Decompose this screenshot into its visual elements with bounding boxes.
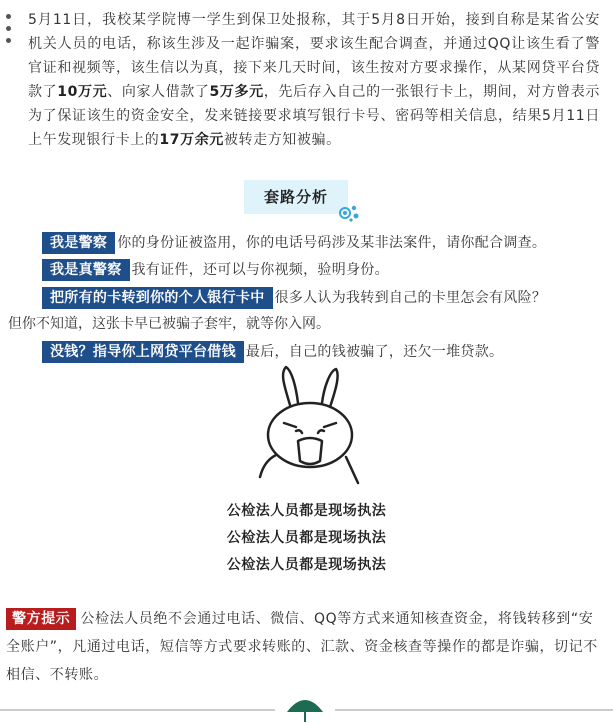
warning-line-1: 公检法人员都是现场执法 bbox=[226, 503, 387, 519]
warning-line-3: 公检法人员都是现场执法 bbox=[226, 557, 387, 573]
police-tip-text: 公检法人员绝不会通过电话、微信、QQ等方式来通知核查资金，将钱转移到“安全账户”，凡通过电话，短信等方式要求转账的、汇款、资金核查等操作的都是诈骗，切记不相信、不转账。 bbox=[6, 611, 598, 683]
analysis-header bbox=[244, 180, 369, 222]
tag-transfer-cards: 把所有的卡转到你的个人银行卡中 bbox=[42, 287, 273, 309]
bullet-dots bbox=[6, 14, 11, 50]
step-2-text: 我有证件，还可以与你视频，验明身份。 bbox=[131, 262, 389, 278]
step-1-text: 你的身份证被盗用，你的电话号码涉及某非法案件，请你配合调查。 bbox=[117, 235, 547, 251]
umbrella-icon bbox=[287, 700, 323, 722]
step-3-continuation: 但你不知道，这张卡早已被骗子套牢，就等你入网。 bbox=[8, 316, 330, 332]
step-4-text: 最后，自己的钱被骗了，还欠一堆贷款。 bbox=[245, 344, 504, 360]
tag-online-loan: 没钱？指导你上网贷平台借钱 bbox=[42, 341, 244, 363]
police-tip-tag: 警方提示 bbox=[6, 608, 76, 630]
tag-police: 我是警察 bbox=[42, 232, 115, 254]
warning-line-2: 公检法人员都是现场执法 bbox=[226, 530, 387, 546]
amount-total: 17万余元 bbox=[159, 132, 224, 148]
step-3 bbox=[8, 286, 606, 310]
bottom-divider bbox=[0, 690, 613, 723]
step-4 bbox=[8, 340, 606, 364]
incident-paragraph bbox=[28, 8, 600, 152]
amount-family: 5万多元 bbox=[209, 84, 264, 100]
intro-text-2: 、向家人借款了 bbox=[107, 84, 210, 100]
tag-real-police: 我是真警察 bbox=[42, 259, 130, 281]
shouting-rabbit-illustration bbox=[240, 365, 380, 485]
intro-text-3: ，先后存入自己的一张银行卡上，期间，对方曾表示为了保证该生的资金安全，发来链接要求填写银行卡号、密码等相关信息，结果5月11日上午发现银行卡上的 bbox=[28, 84, 600, 148]
step-2 bbox=[8, 258, 606, 282]
bubbles-icon bbox=[338, 202, 364, 224]
police-tip-paragraph bbox=[6, 605, 604, 689]
step-1 bbox=[8, 231, 606, 255]
intro-text-1: 5月11日，我校某学院博一学生到保卫处报称，其于5月8日开始，接到自称是某省公安机关人员的电话，称该生涉及一起诈骗案，要求该生配合调查，并通过QQ让该生看了警官证和视频等，该生信以为真，接下来几天时间，该生按对方要求操作，从某网贷平台贷款了 bbox=[28, 12, 600, 100]
step-3-text: 很多人认为我转到自己的卡里怎会有风险？ bbox=[274, 290, 547, 306]
analysis-title: 套路分析 bbox=[244, 180, 348, 214]
intro-text-4: 被转走方知被骗。 bbox=[223, 132, 341, 148]
amount-loan: 10万元 bbox=[57, 84, 108, 100]
